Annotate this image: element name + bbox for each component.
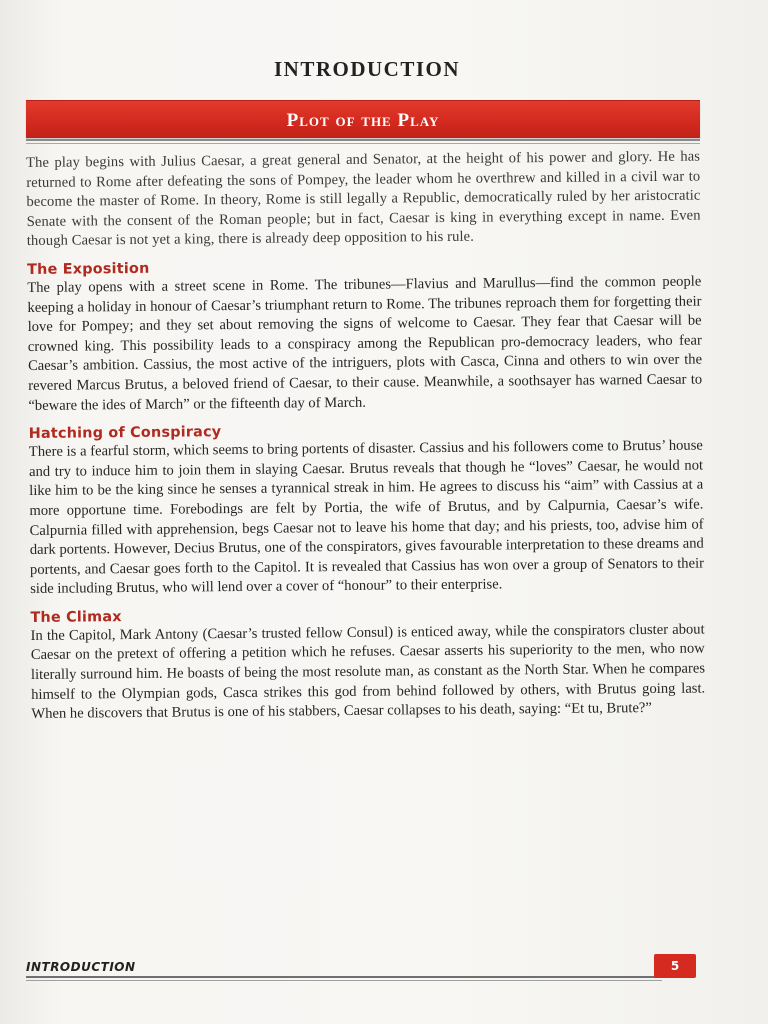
- section-banner: [26, 100, 700, 138]
- footer-divider: [26, 976, 662, 978]
- section-heading-conspiracy: Hatching of Conspiracy: [28, 424, 222, 443]
- footer-label: INTRODUCTION: [26, 960, 136, 974]
- section-paragraph-climax: In the Capitol, Mark Antony (Caesar’s trusted fellow Consul) is enticed away, while the conspirators cluster about Caesar on the pretext of offering a petition which he refuses. Caesar asserts his superiority to the men, who now literally surround him. He boasts of being the most resolute man, as constant as the North Star. When he compares himself to the Olympian gods, Casca strikes this god from behind followed by others, with Brutus going last. When he discovers that Brutus is one of his stabbers, Caesar collapses to his death, saying: “Et tu, Brute?”: [30, 621, 706, 723]
- page-body: [26, 148, 705, 725]
- intro-paragraph: The play begins with Julius Caesar, a great general and Senator, at the height of his power and glory. He has returned to Rome after defeating the sons of Pompey, the leader whom he overthrew and killed in a civil war to become the master of Rome. In theory, Rome is still legally a Republic, democratically ruled by her aristocratic Senate with the consent of the Roman people; but in fact, Caesar is king in everything except in name. Even though Caesar is not yet a king, there is already deep opposition to his rule.: [26, 148, 701, 250]
- section-paragraph-conspiracy: There is a fearful storm, which seems to bring portents of disaster. Cassius and his followers come to Brutus’ house and try to induce him to join them in slaying Caesar. Brutus reveals that though he “loves” Caesar, he would not like him to be the king since he senses a tyrannical streak in him. He agrees to discuss his “aim” with Cassius at a more opportune time. Forebodings are felt by Portia, the wife of Brutus, and by Calpurnia, Caesar’s wife. Calpurnia filled with apprehension, begs Caesar not to leave his home that day; and his priests, too, advise him of dark portents. However, Decius Brutus, one of the conspirators, gives favourable interpretation to these dreams and portents, and Caesar goes forth to the Capitol. It is revealed that Cassius has won over a group of Senators to their side including Brutus, who will lend over a cover of “honour” to their enterprise.: [28, 437, 705, 598]
- section-heading-exposition: The Exposition: [27, 260, 150, 278]
- banner-divider-thin: [26, 143, 700, 144]
- footer-divider-thin: [26, 980, 662, 981]
- banner-title: Plot of the Play: [286, 110, 440, 131]
- section-paragraph-exposition: The play opens with a street scene in Rome. The tribunes—Flavius and Marullus—find the common people keeping a holiday in honour of Caesar’s triumphant return to Rome. The tribunes reproach them for forgetting their love for Pompey; and they set about removing the signs of welcome to Caesar. They fear that Caesar will be crowned king. This possibility leads to a conspiracy among the Republican pro-democracy leaders, who fear Caesar’s ambition. Cassius, the most active of the intriguers, plots with Casca, Cinna and others to win over the revered Marcus Brutus, a beloved friend of Caesar, to their cause. Meanwhile, a soothsayer has warned Caesar to “beware the ides of March” or the fifteenth day of March.: [27, 273, 703, 414]
- banner-divider: [26, 139, 700, 141]
- page-number-badge: 5: [654, 954, 696, 978]
- section-heading-climax: The Climax: [30, 608, 122, 626]
- page-title: INTRODUCTION: [273, 57, 461, 81]
